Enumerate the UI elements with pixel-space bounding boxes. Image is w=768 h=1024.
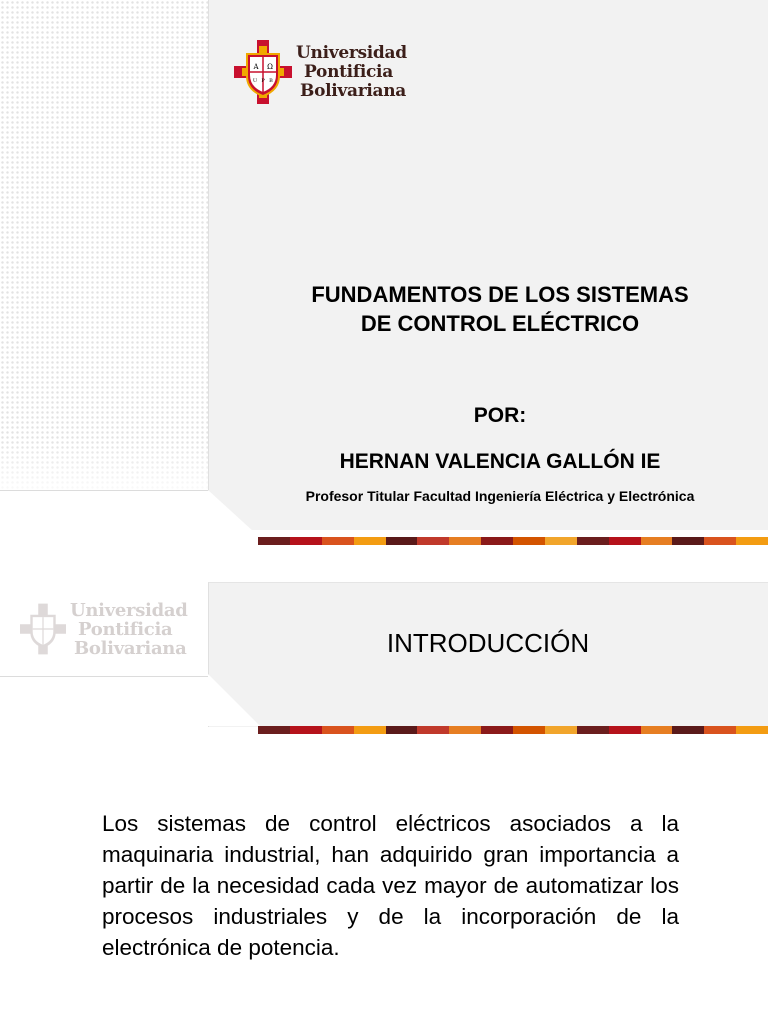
stripe-segment xyxy=(449,537,481,545)
svg-text:U: U xyxy=(252,78,258,84)
logo-line-2: Pontificia xyxy=(78,618,173,640)
color-stripe xyxy=(258,726,768,734)
stripe-segment xyxy=(322,726,354,734)
stripe-segment xyxy=(577,537,609,545)
stripe-segment xyxy=(290,537,322,545)
dot-pattern xyxy=(0,0,208,490)
logo-line-3: Bolivariana xyxy=(74,637,187,659)
stripe-segment xyxy=(481,726,513,734)
logo-line-1: Universidad xyxy=(70,599,188,621)
section-slide xyxy=(0,574,768,740)
stripe-segment xyxy=(513,537,545,545)
stripe-segment xyxy=(449,726,481,734)
svg-text:A: A xyxy=(253,63,259,71)
stripe-segment xyxy=(322,537,354,545)
svg-text:B: B xyxy=(269,78,273,84)
stripe-segment xyxy=(417,537,449,545)
stripe-segment xyxy=(672,537,704,545)
stripe-segment xyxy=(736,726,768,734)
stripe-segment xyxy=(545,726,577,734)
title-line-2: DE CONTROL ELÉCTRICO xyxy=(360,311,640,336)
by-label: POR: xyxy=(473,404,527,427)
stripe-segment xyxy=(513,726,545,734)
university-shield-icon xyxy=(234,40,292,104)
stripe-segment xyxy=(704,726,736,734)
university-logo-watermark xyxy=(20,598,188,660)
stripe-segment xyxy=(258,537,290,545)
university-name xyxy=(296,44,407,101)
divider-line xyxy=(0,676,208,677)
dot-pattern-fade xyxy=(0,440,208,500)
author-name: HERNAN VALENCIA GALLÓN IE xyxy=(339,450,661,473)
stripe-segment xyxy=(354,537,386,545)
section-title: INTRODUCCIÓN xyxy=(386,628,590,658)
presentation-title xyxy=(258,280,742,338)
stripe-segment xyxy=(704,537,736,545)
author-role: Profesor Titular Facultad Ingeniería Eléctrica y Electrónica xyxy=(305,488,695,504)
university-logo xyxy=(234,40,407,104)
stripe-segment xyxy=(545,537,577,545)
svg-text:Ω: Ω xyxy=(267,63,273,71)
logo-line-3: Bolivariana xyxy=(300,80,407,101)
stripe-segment xyxy=(672,726,704,734)
title-line-1: FUNDAMENTOS DE LOS SISTEMAS xyxy=(311,282,689,307)
intro-paragraph: Los sistemas de control eléctricos asociados a la maquinaria industrial, han adquirido gran importancia a partir de la necesidad cada vez mayor de automatizar los procesos industriales y de la incorporación de la electrónica de potencia. xyxy=(102,811,679,960)
stripe-segment xyxy=(386,726,418,734)
university-name xyxy=(70,601,188,658)
stripe-segment xyxy=(290,726,322,734)
stripe-segment xyxy=(577,726,609,734)
svg-text:P: P xyxy=(261,78,265,84)
stripe-segment xyxy=(417,726,449,734)
stripe-segment xyxy=(481,537,513,545)
university-shield-icon xyxy=(20,598,66,660)
stripe-segment xyxy=(641,537,673,545)
stripe-segment xyxy=(386,537,418,545)
stripe-segment xyxy=(609,726,641,734)
stripe-segment xyxy=(354,726,386,734)
stripe-segment xyxy=(736,537,768,545)
stripe-segment xyxy=(609,537,641,545)
stripe-segment xyxy=(258,726,290,734)
logo-line-2: Pontificia xyxy=(304,61,393,82)
stripe-segment xyxy=(641,726,673,734)
logo-line-1: Universidad xyxy=(296,42,407,63)
color-stripe xyxy=(258,537,768,545)
divider-line xyxy=(0,490,208,491)
